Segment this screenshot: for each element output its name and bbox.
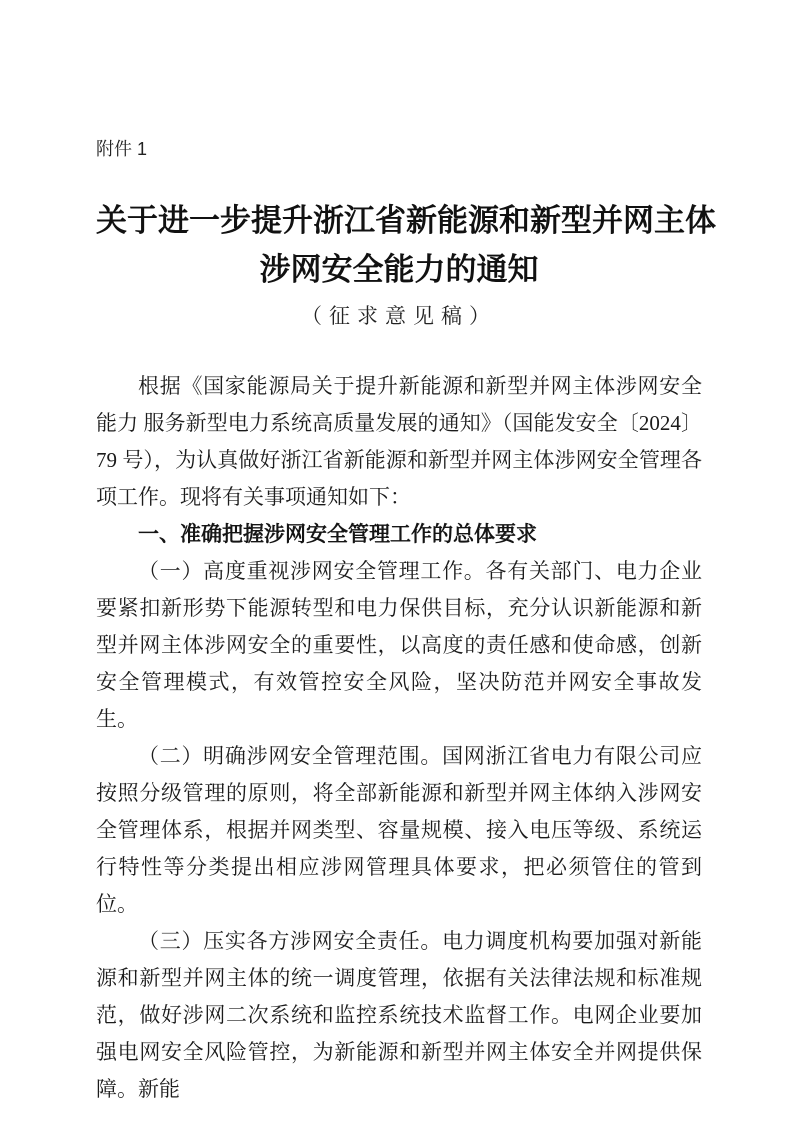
document-title [96, 196, 716, 294]
attachment-label: 附件 1 [96, 139, 148, 159]
title-line-2: 涉网安全能力的通知 [259, 252, 539, 287]
title-line-1: 关于进一步提升浙江省新能源和新型并网主体 [96, 203, 716, 238]
section-heading-1: 一、准确把握涉网安全管理工作的总体要求 [138, 523, 537, 546]
item-paragraph-2: （二）明确涉网安全管理范围。国网浙江省电力有限公司应按照分级管理的原则，将全部新能源和新型并网主体纳入涉网安全管理体系，根据并网类型、容量规模、接入电压等级、系统运行特性等分类提出相应涉网管理具体要求，把必须管住的管到位。 [96, 744, 702, 916]
document-body [96, 368, 702, 1108]
draft-note: （征求意见稿） [301, 304, 497, 328]
intro-paragraph: 根据《国家能源局关于提升新能源和新型并网主体涉网安全能力 服务新型电力系统高质量发展的通知》（国能发安全〔2024〕79 号），为认真做好浙江省新能源和新型并网主体涉网安全管理各项工作。现将有关事项通知如下： [96, 374, 702, 509]
item-paragraph-1: （一）高度重视涉网安全管理工作。各有关部门、电力企业要紧扣新形势下能源转型和电力保供目标，充分认识新能源和新型并网主体涉网安全的重要性，以高度的责任感和使命感，创新安全管理模式，有效管控安全风险，坚决防范并网安全事故发生。 [96, 559, 702, 731]
item-paragraph-3: （三）压实各方涉网安全责任。电力调度机构要加强对新能源和新型并网主体的统一调度管理，依据有关法律法规和标准规范，做好涉网二次系统和监控系统技术监督工作。电网企业要加强电网安全风险管控，为新能源和新型并网主体安全并网提供保障。新能 [96, 929, 702, 1101]
